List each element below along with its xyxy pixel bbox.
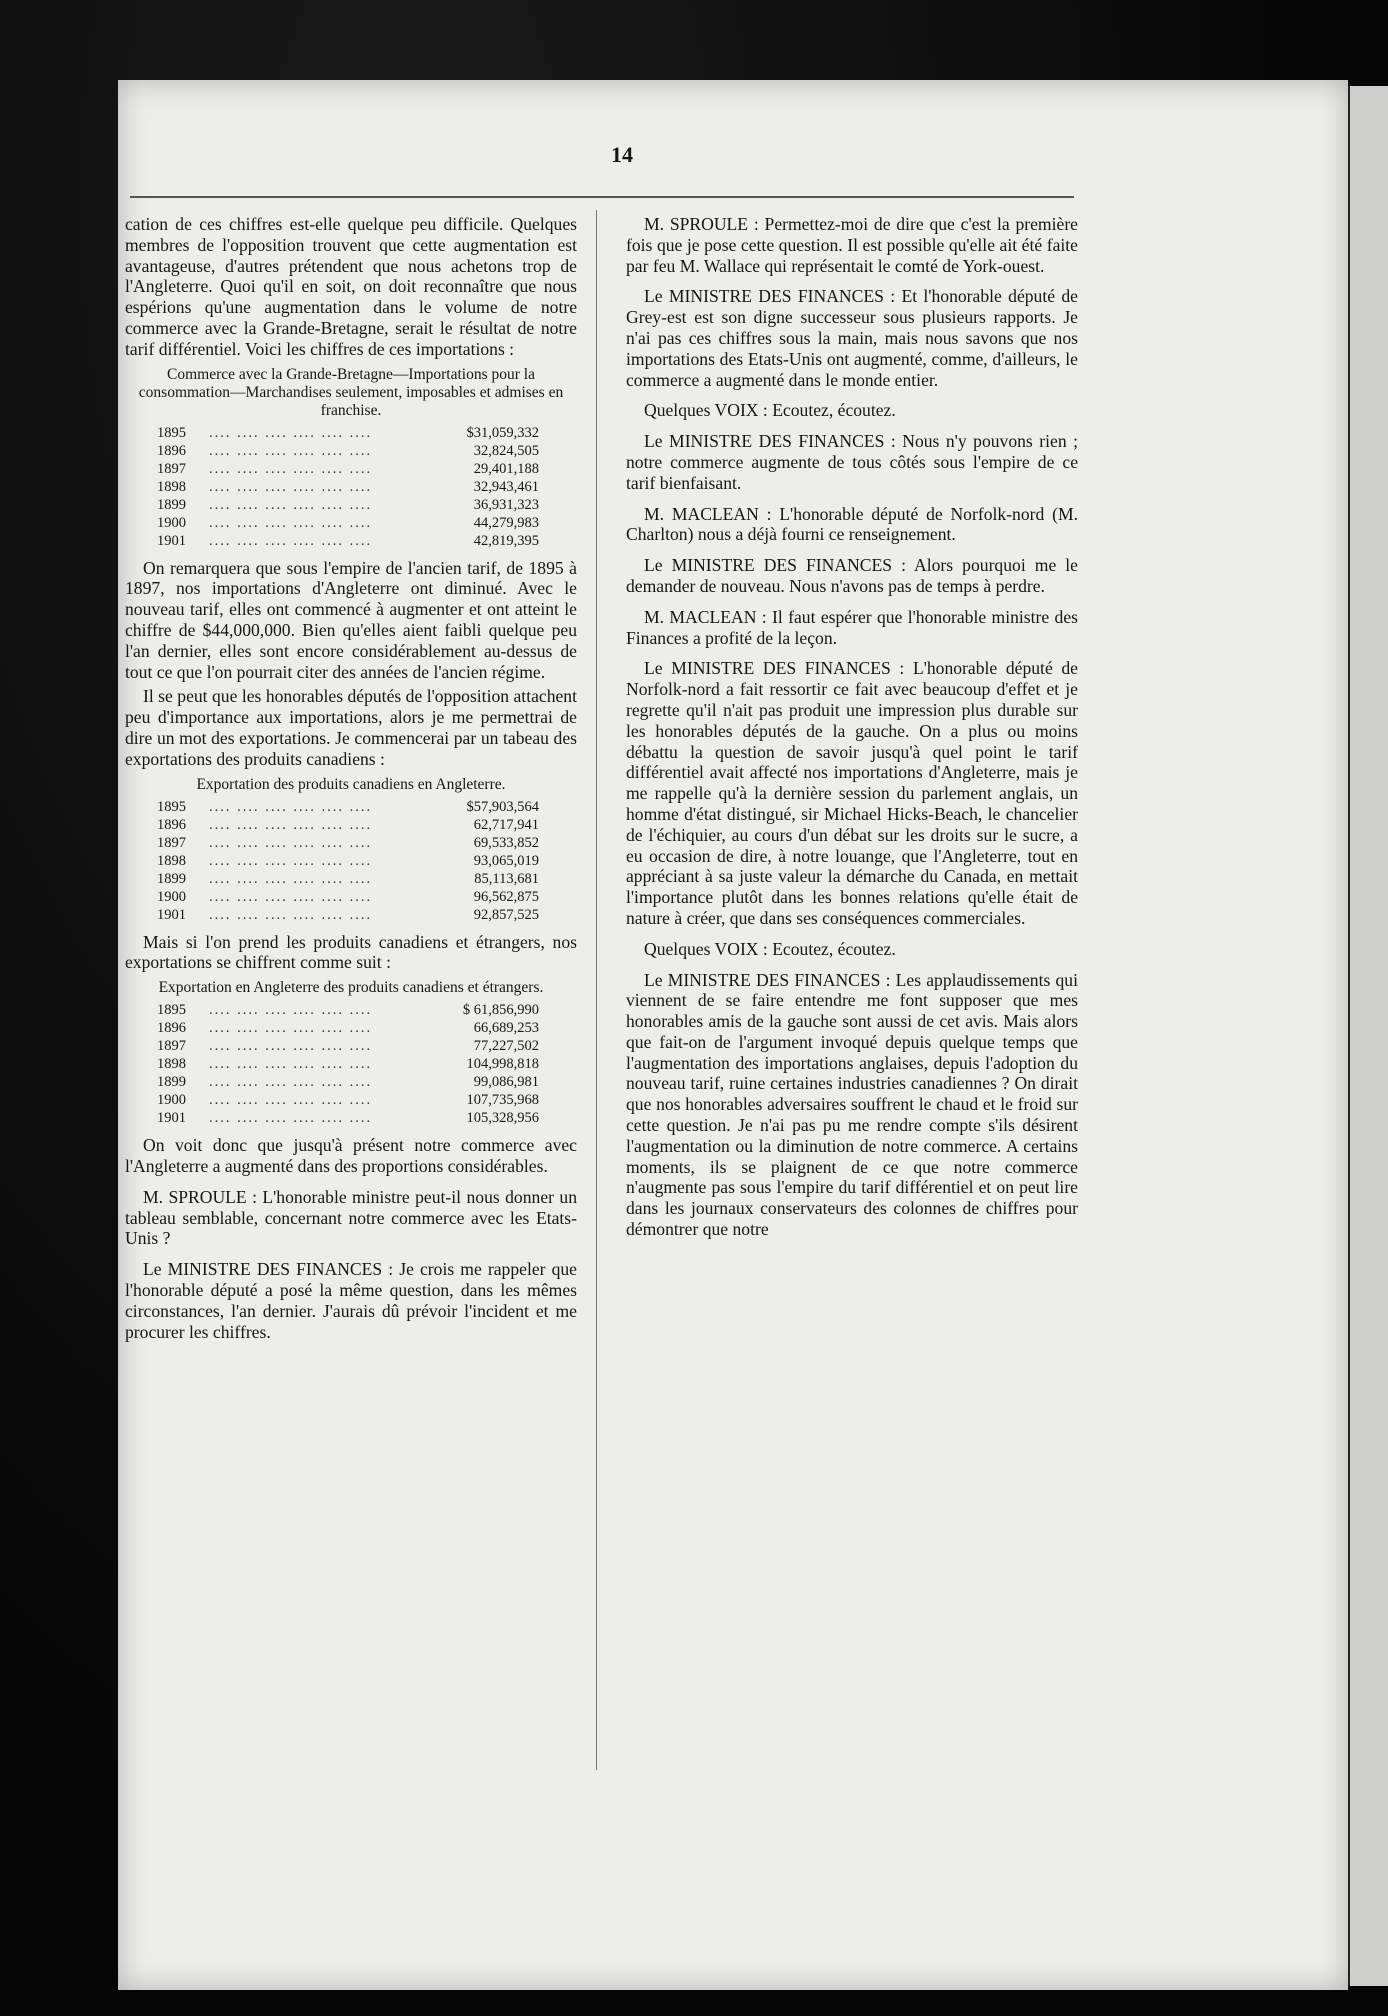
value-cell: 44,279,983 bbox=[473, 514, 539, 531]
paragraph: Le MINISTRE DES FINANCES : Nous n'y pouvons rien ; notre commerce augmente de tous côtés sous l'empire de ce tarif bienfaisant. bbox=[626, 431, 1078, 493]
paragraph: Il se peut que les honorables députés de l'opposition attachent peu d'importance aux importations, alors je me permettrai de dire un mot des exportations. Je commencerai par un tabeau des exportations des produits canadiens : bbox=[125, 686, 577, 769]
value-cell: 104,998,818 bbox=[466, 1056, 539, 1073]
year-cell: 1899 bbox=[157, 496, 186, 513]
table-row bbox=[157, 496, 539, 514]
value-cell: 29,401,188 bbox=[473, 460, 539, 477]
value-cell: 107,735,968 bbox=[466, 1092, 539, 1109]
year-cell: 1897 bbox=[157, 1038, 186, 1055]
leader-dots: .... .... .... .... .... .... bbox=[209, 442, 373, 459]
page-number: 14 bbox=[611, 142, 633, 167]
paragraph: M. SPROULE : L'honorable ministre peut-il nous donner un tableau semblable, concernant notre commerce avec les Etats-Unis ? bbox=[125, 1186, 577, 1249]
year-cell: 1898 bbox=[157, 478, 186, 495]
header-rule bbox=[130, 196, 1074, 198]
value-cell: $31,059,332 bbox=[466, 424, 539, 441]
year-cell: 1898 bbox=[157, 852, 186, 869]
paragraph: M. MACLEAN : Il faut espérer que l'honorable ministre des Finances a profité de la leçon. bbox=[626, 606, 1078, 648]
table-row bbox=[157, 1001, 539, 1019]
year-cell: 1896 bbox=[157, 816, 186, 833]
value-cell: 42,819,395 bbox=[473, 532, 539, 549]
paragraph: M. MACLEAN : L'honorable député de Norfolk-nord (M. Charlton) nous a déjà fourni ce renseignement. bbox=[626, 503, 1078, 545]
leader-dots: .... .... .... .... .... .... bbox=[209, 532, 373, 549]
table-row bbox=[157, 906, 539, 924]
leader-dots: .... .... .... .... .... .... bbox=[209, 478, 373, 495]
year-cell: 1901 bbox=[157, 532, 186, 549]
value-cell: 96,562,875 bbox=[473, 888, 539, 905]
year-cell: 1896 bbox=[157, 1020, 186, 1037]
year-cell: 1896 bbox=[157, 442, 186, 459]
leader-dots: .... .... .... .... .... .... bbox=[209, 424, 373, 441]
paragraph: Le MINISTRE DES FINANCES : Les applaudissements qui viennent de se faire entendre me font supposer que mes honorables amis de la gauche sont aussi de cet avis. Mais alors que fait-on de l'argument invoqué depuis quelque temps que l'augmentation des importations anglaises, depuis l'adoption du nouveau tarif, ruine certaines industries canadiennes ? On dirait que nos honorables adversaires souffrent le chaud et le froid sur cette question. Je n'ai pas pu me rendre compte s'ils désirent l'augmentation ou la diminution de notre commerce. A certains moments, ils se plaignent de ce que notre commerce n'augmente pas sous l'empire du tarif différentiel et on peut lire dans les journaux conservateurs des colonnes de chiffres pour démontrer que notre bbox=[626, 969, 1078, 1240]
leader-dots: .... .... .... .... .... .... bbox=[209, 1020, 373, 1037]
paragraph: Le MINISTRE DES FINANCES : Et l'honorable député de Grey-est est son digne successeur sous plusieurs rapports. Je n'ai pas ces chiffres sous la main, mais nous savons que nos importations des Etats-Unis ont augmenté, comme, d'ailleurs, le commerce a augmenté dans le monde entier. bbox=[626, 286, 1078, 390]
leader-dots: .... .... .... .... .... .... bbox=[209, 496, 373, 513]
year-cell: 1901 bbox=[157, 906, 186, 923]
value-cell: 36,931,323 bbox=[473, 496, 539, 513]
leader-dots: .... .... .... .... .... .... bbox=[209, 1002, 373, 1019]
table-row bbox=[157, 532, 539, 550]
value-cell: 93,065,019 bbox=[473, 852, 539, 869]
value-cell: 62,717,941 bbox=[473, 816, 539, 833]
leader-dots: .... .... .... .... .... .... bbox=[209, 816, 373, 833]
leader-dots: .... .... .... .... .... .... bbox=[209, 1038, 373, 1055]
table-row bbox=[157, 798, 539, 816]
table-caption: Exportation des produits canadiens en Angleterre. bbox=[196, 775, 506, 793]
paragraph: Quelques VOIX : Ecoutez, écoutez. bbox=[644, 400, 896, 421]
leader-dots: .... .... .... .... .... .... bbox=[209, 1056, 373, 1073]
leader-dots: .... .... .... .... .... .... bbox=[209, 906, 373, 923]
value-cell: $57,903,564 bbox=[466, 798, 539, 815]
table-row bbox=[157, 478, 539, 496]
year-cell: 1899 bbox=[157, 1074, 186, 1091]
exports-canadian-table bbox=[157, 798, 539, 924]
value-cell: 77,227,502 bbox=[473, 1038, 539, 1055]
value-cell: 32,824,505 bbox=[473, 442, 539, 459]
paragraph: cation de ces chiffres est-elle quelque peu difficile. Quelques membres de l'opposition trouvent que cette augmentation est avantageuse, d'autres prétendent que nous achetons trop de l'Angleterre. Quoi qu'il en soit, on doit reconnaître que nous espérions qu'une augmentation dans le volume de notre commerce avec la Grande-Bretagne, serait le résultat de notre tarif différentiel. Voici les chiffres de ces importations : bbox=[125, 214, 577, 359]
leader-dots: .... .... .... .... .... .... bbox=[209, 514, 373, 531]
column-divider bbox=[596, 210, 597, 1770]
leader-dots: .... .... .... .... .... .... bbox=[209, 870, 373, 887]
table-caption: Commerce avec la Grande-Bretagne—Importations pour la consommation—Marchandises seulement, imposables et admises en franchise. bbox=[138, 365, 564, 419]
paragraph: M. SPROULE : Permettez-moi de dire que c'est la première fois que je pose cette question. Il est possible qu'elle ait été faite par feu M. Wallace qui représentait le comté de York-ouest. bbox=[626, 214, 1078, 276]
left-column bbox=[125, 214, 577, 1346]
year-cell: 1900 bbox=[157, 888, 186, 905]
year-cell: 1901 bbox=[157, 1110, 186, 1127]
table-row bbox=[157, 1109, 539, 1127]
leader-dots: .... .... .... .... .... .... bbox=[209, 1074, 373, 1091]
table-row bbox=[157, 1019, 539, 1037]
paragraph: Le MINISTRE DES FINANCES : Je crois me rappeler que l'honorable député a posé la même question, dans les mêmes circonstances, l'an dernier. J'aurais dû prévoir l'incident et me procurer les chiffres. bbox=[125, 1259, 577, 1342]
table-row bbox=[157, 460, 539, 478]
value-cell: 85,113,681 bbox=[474, 870, 539, 887]
table-row bbox=[157, 1037, 539, 1055]
value-cell: 69,533,852 bbox=[473, 834, 539, 851]
leader-dots: .... .... .... .... .... .... bbox=[209, 1092, 373, 1109]
paragraph: On remarquera que sous l'empire de l'ancien tarif, de 1895 à 1897, nos importations d'Angleterre ont diminué. Avec le nouveau tarif, elles ont commencé à augmenter et ont atteint le chiffre de $44,000,000. Bien qu'elles aient faibli quelque peu l'an dernier, elles sont encore considérablement au-dessus de tout ce que l'on pourrait citer des années de l'ancien régime. bbox=[125, 557, 577, 682]
year-cell: 1897 bbox=[157, 834, 186, 851]
value-cell: 92,857,525 bbox=[473, 906, 539, 923]
year-cell: 1900 bbox=[157, 1092, 186, 1109]
leader-dots: .... .... .... .... .... .... bbox=[209, 798, 373, 815]
paragraph: On voit donc que jusqu'à présent notre commerce avec l'Angleterre a augmenté dans des proportions considérables. bbox=[125, 1135, 577, 1176]
value-cell: $ 61,856,990 bbox=[462, 1002, 539, 1019]
table-row bbox=[157, 888, 539, 906]
table-row bbox=[157, 1073, 539, 1091]
year-cell: 1895 bbox=[157, 1002, 186, 1019]
value-cell: 105,328,956 bbox=[466, 1110, 539, 1127]
exports-total-table bbox=[157, 1001, 539, 1127]
paragraph: Le MINISTRE DES FINANCES : Alors pourquoi me le demander de nouveau. Nous n'avons pas de temps à perdre. bbox=[626, 555, 1078, 596]
paragraph: Mais si l'on prend les produits canadiens et étrangers, nos exportations se chiffrent comme suit : bbox=[125, 931, 577, 973]
table-row bbox=[157, 514, 539, 532]
value-cell: 32,943,461 bbox=[473, 478, 539, 495]
year-cell: 1895 bbox=[157, 424, 186, 441]
table-row bbox=[157, 816, 539, 834]
imports-table bbox=[157, 424, 539, 550]
table-row bbox=[157, 1055, 539, 1073]
leader-dots: .... .... .... .... .... .... bbox=[209, 834, 373, 851]
table-row bbox=[157, 424, 539, 442]
year-cell: 1900 bbox=[157, 514, 186, 531]
table-row bbox=[157, 442, 539, 460]
table-row bbox=[157, 852, 539, 870]
paragraph: Le MINISTRE DES FINANCES : L'honorable député de Norfolk-nord a fait ressortir ce fait avec beaucoup d'effet et je regrette qu'il n'ait pas produit une impression plus durable sur les honorables députés de la gauche. On a plus ou moins débattu la question de savoir jusqu'à quel point le tarif différentiel avait affecté nos importations d'Angleterre, mais je me rappelle qu'à la dernière session du parlement anglais, un homme d'état distingué, sir Michael Hicks-Beach, le chancelier de l'échiquier, au cours d'un débat sur les droits sur le sucre, a eu occasion de dire, à notre louange, que l'Angleterre, tout en appréciant à sa juste valeur la démarche du Canada, en mettait l'importance plutôt dans les bonnes relations qu'elle était de nature à créer, que dans ses conséquences commerciales. bbox=[626, 658, 1078, 928]
leader-dots: .... .... .... .... .... .... bbox=[209, 888, 373, 905]
leader-dots: .... .... .... .... .... .... bbox=[209, 460, 373, 477]
year-cell: 1899 bbox=[157, 870, 186, 887]
paragraph: Quelques VOIX : Ecoutez, écoutez. bbox=[644, 938, 896, 959]
leader-dots: .... .... .... .... .... .... bbox=[209, 1110, 373, 1127]
table-caption: Exportation en Angleterre des produits canadiens et étrangers. bbox=[158, 979, 544, 997]
year-cell: 1895 bbox=[157, 798, 186, 815]
value-cell: 66,689,253 bbox=[473, 1020, 539, 1037]
year-cell: 1897 bbox=[157, 460, 186, 477]
table-row bbox=[157, 870, 539, 888]
right-column bbox=[626, 214, 1078, 1244]
table-row bbox=[157, 834, 539, 852]
value-cell: 99,086,981 bbox=[473, 1074, 539, 1091]
table-row bbox=[157, 1091, 539, 1109]
adjacent-page-edge bbox=[1348, 86, 1388, 1986]
year-cell: 1898 bbox=[157, 1056, 186, 1073]
leader-dots: .... .... .... .... .... .... bbox=[209, 852, 373, 869]
